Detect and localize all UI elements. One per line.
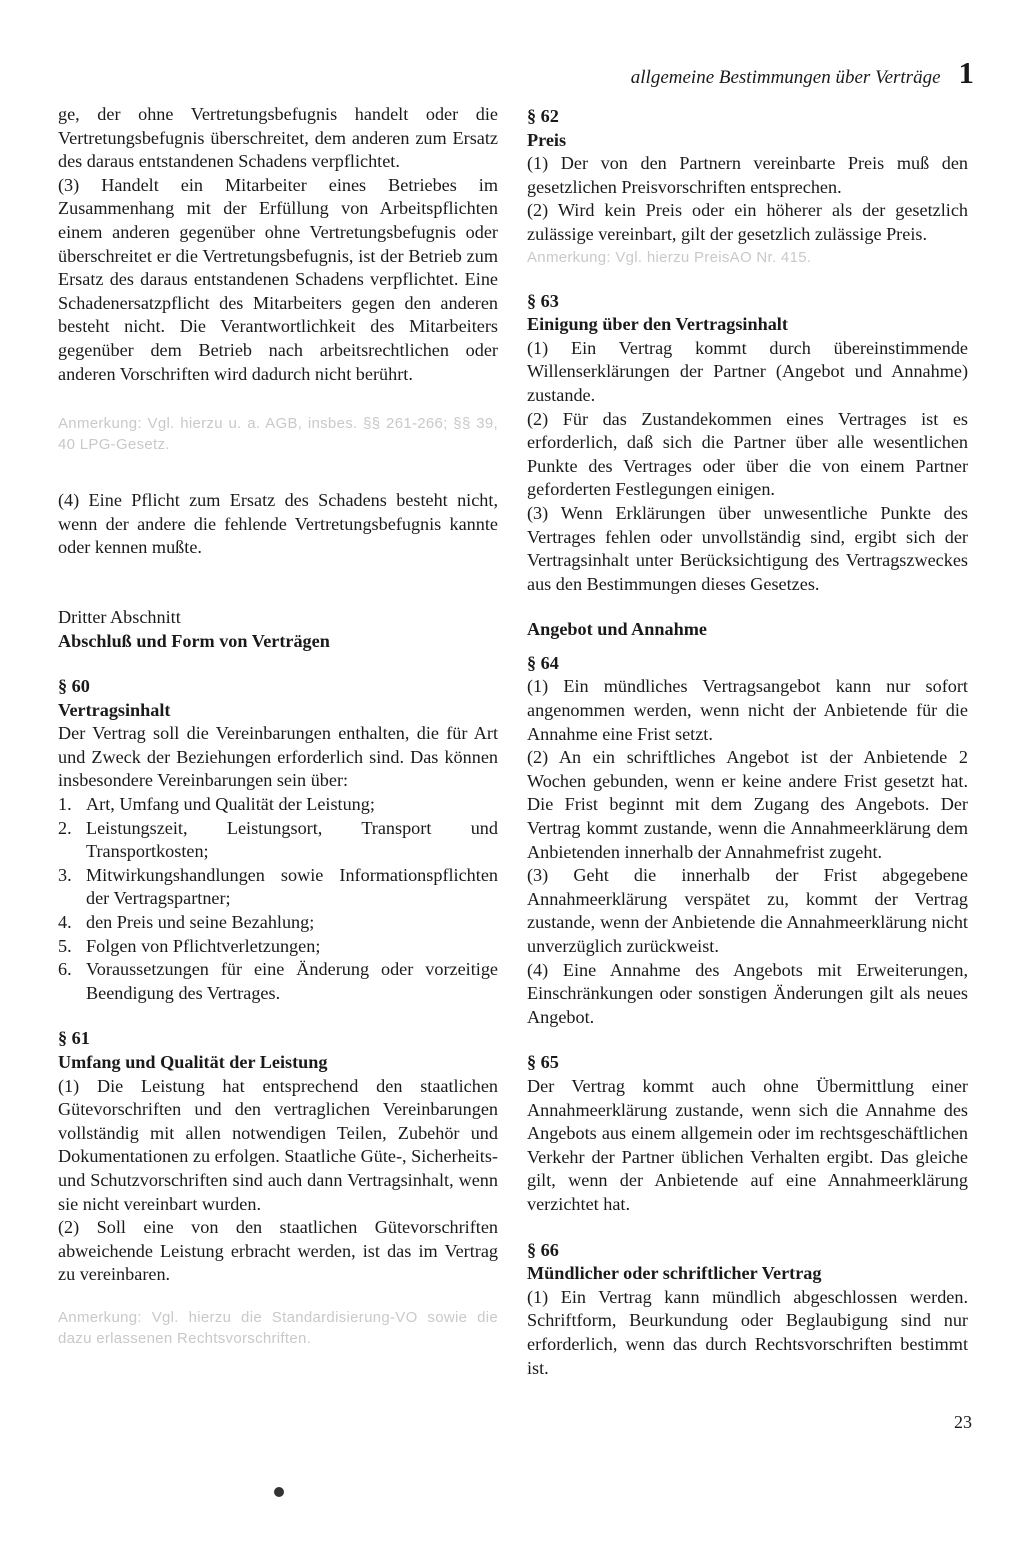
paragraph-title-63: Einigung über den Vertragsinhalt — [527, 314, 788, 335]
item-list — [58, 793, 498, 1005]
paragraph-title-62: Preis — [527, 129, 567, 150]
annotation-note: Anmerkung: Vgl. hierzu u. a. AGB, insbes. §§ 261-266; §§ 39, 40 LPG-Gesetz. — [58, 415, 498, 454]
list-item — [58, 935, 498, 959]
section-title: Abschluß und Form von Verträgen — [58, 630, 330, 651]
paragraph-61-2: (2) Soll eine von den staatlichen Gütevorschriften abweichende Leistung erbracht werden, ist das im Vertrag zu vereinbaren. — [58, 1217, 498, 1285]
paragraph-65-text: Der Vertrag kommt auch ohne Übermittlung einer Annahmeerklärung zustande, wenn sich die Annahme des Angebots aus einem allgemein oder im rechtsgeschäftlichen Verkehr der Partner üblichen Verhalten ergibt. Das gleiche gilt, wenn der Anbietende auf eine Annahmeerklärung verzichtet hat. — [527, 1075, 968, 1214]
paragraph-3: (3) Handelt ein Mitarbeiter eines Betriebes im Zusammenhang mit der Erfüllung von Arbeitspflichten einem anderen gegenüber ohne Vertretungsbefugnis oder überschreitet er die Vertretungsbefugnis, ist der Betrieb zum Ersatz des daraus entstandenen Schadens verpflichtet. Eine Schadenersatzpflicht des Mitarbeiters gegen den anderen besteht nicht. Die Verantwortlichkeit des Mitarbeiters gegenüber dem Betrieb nach arbeitsrechtlichen oder anderen Vorschriften wird dadurch nicht berührt. — [58, 174, 498, 384]
paragraph-63-3: (3) Wenn Erklärungen über unwesentliche Punkte des Vertrages fehlen oder unvollständig sind, ergibt sich der Vertragsinhalt unter Berücksichtigung des Vertragszweckes aus den Bestimmungen dieses Gesetzes. — [527, 502, 968, 594]
paragraph-text-60: Der Vertrag soll die Vereinbarungen enthalten, die für Art und Zweck der Beziehungen erforderlich sind. Das können insbesondere Vereinbarungen sein über: — [58, 723, 498, 791]
page-number: 23 — [954, 1412, 972, 1432]
paragraph-title-66: Mündlicher oder schriftlicher Vertrag — [527, 1263, 822, 1284]
chapter-number: 1 — [958, 55, 974, 90]
annotation-note: Anmerkung: Vgl. hierzu PreisAO Nr. 415. — [527, 248, 812, 266]
right-column — [527, 105, 968, 1380]
ink-smudge — [274, 1487, 284, 1497]
paragraph-continuation: ge, der ohne Vertretungsbefugnis handelt oder die Vertretungsbefugnis überschreitet, dem anderen zum Ersatz des daraus entstandenen Schadens verpflichtet. — [58, 104, 498, 172]
list-item-number: 5. — [58, 935, 72, 956]
paragraph-number-62: § 62 — [527, 106, 559, 126]
list-item-text: Folgen von Pflichtverletzungen; — [86, 935, 321, 956]
paragraph-62-1: (1) Der von den Partnern vereinbarte Preis muß den gesetzlichen Preisvorschriften entsprechen. — [527, 153, 968, 197]
list-item-text: Art, Umfang und Qualität der Leistung; — [86, 794, 375, 815]
paragraph-title-60: Vertragsinhalt — [58, 699, 171, 720]
list-item-text: Mitwirkungshandlungen sowie Informationspflichten der Vertragspartner; — [86, 864, 498, 909]
annotation-note: Anmerkung: Vgl. hierzu die Standardisierung-VO sowie die dazu erlassenen Rechtsvorschriften. — [58, 1308, 498, 1347]
paragraph-64-3: (3) Geht die innerhalb der Frist abgegebene Annahmeerklärung verspätet zu, kommt der Vertrag zustande, wenn der Anbietende die Annahmeerklärung nicht unverzüglich zurückweist. — [527, 865, 968, 956]
section-label: Dritter Abschnitt — [58, 606, 181, 627]
list-item — [58, 793, 498, 817]
running-header — [631, 55, 974, 91]
list-item-number: 3. — [58, 864, 72, 885]
paragraph-64-2: (2) An ein schriftliches Angebot ist der Anbietende 2 Wochen gebunden, wenn er keine andere Frist gesetzt hat. Die Frist beginnt mit dem Zugang des Angebots. Der Vertrag kommt zustande, wenn die Annahmeerklärung dem Anbietenden innerhalb der Annahmefrist zugeht. — [527, 747, 968, 862]
paragraph-63-1: (1) Ein Vertrag kommt durch übereinstimmende Willenserklärungen der Partner (Angebot und Annahme) zustande. — [527, 337, 968, 405]
paragraph-title-61: Umfang und Qualität der Leistung — [58, 1052, 328, 1072]
list-item — [58, 958, 498, 1005]
paragraph-number-66: § 66 — [527, 1239, 559, 1260]
paragraph-number-65: § 65 — [527, 1052, 559, 1073]
list-item — [58, 911, 498, 935]
paragraph-4: (4) Eine Pflicht zum Ersatz des Schadens besteht nicht, wenn der andere die fehlende Vertretungsbefugnis kannte oder kennen mußte. — [58, 490, 498, 558]
left-column — [58, 103, 498, 1349]
running-header-title: allgemeine Bestimmungen über Verträge — [630, 67, 941, 88]
list-item-number: 1. — [58, 794, 72, 815]
paragraph-64-1: (1) Ein mündliches Vertragsangebot kann nur sofort angenommen werden, wenn nicht der Anbietende für die Annahme eine Frist setzt. — [527, 676, 968, 744]
subsection-title: Angebot und Annahme — [527, 619, 707, 640]
paragraph-62-2: (2) Wird kein Preis oder ein höherer als der gesetzlich zulässige vereinbart, gilt der gesetzlich zulässige Preis. — [527, 200, 968, 244]
paragraph-number-63: § 63 — [527, 290, 559, 311]
list-item-number: 6. — [58, 959, 72, 980]
paragraph-64-4: (4) Eine Annahme des Angebots mit Erweiterungen, Einschränkungen oder sonstigen Änderungen gilt als neues Angebot. — [527, 959, 968, 1027]
paragraph-63-2: (2) Für das Zustandekommen eines Vertrages ist es erforderlich, daß sich die Partner über alle wesentlichen Punkte des Vertrages oder über die von einem Partner geforderten Festlegungen einigen. — [527, 408, 968, 500]
paragraph-number-60: § 60 — [58, 676, 90, 697]
list-item-text: Leistungszeit, Leistungsort, Transport und Transportkosten; — [86, 817, 498, 862]
list-item-text: den Preis und seine Bezahlung; — [86, 912, 315, 933]
paragraph-61-1: (1) Die Leistung hat entsprechend den staatlichen Gütevorschriften und den vertraglichen Vereinbarungen vollständig mit allen notwendigen Teilen, Zubehör und Dokumentationen zu erfolgen. Staatliche Güte-, Sicherheits- und Schutzvorschriften sind auch dann Vertragsinhalt, wenn sie nicht vereinbart wurden. — [58, 1075, 498, 1214]
list-item — [58, 817, 498, 864]
list-item-number: 2. — [58, 817, 72, 838]
paragraph-66-1: (1) Ein Vertrag kann mündlich abgeschlossen werden. Schriftform, Beurkundung oder Beglaubigung sind nur erforderlich, wenn das durch Rechtsvorschriften bestimmt ist. — [527, 1286, 968, 1378]
list-item — [58, 864, 498, 911]
list-item-text: Voraussetzungen für eine Änderung oder vorzeitige Beendigung des Vertrages. — [86, 959, 498, 1003]
list-item-number: 4. — [58, 912, 72, 933]
paragraph-number-64: § 64 — [527, 652, 559, 673]
paragraph-number-61: § 61 — [58, 1028, 90, 1049]
